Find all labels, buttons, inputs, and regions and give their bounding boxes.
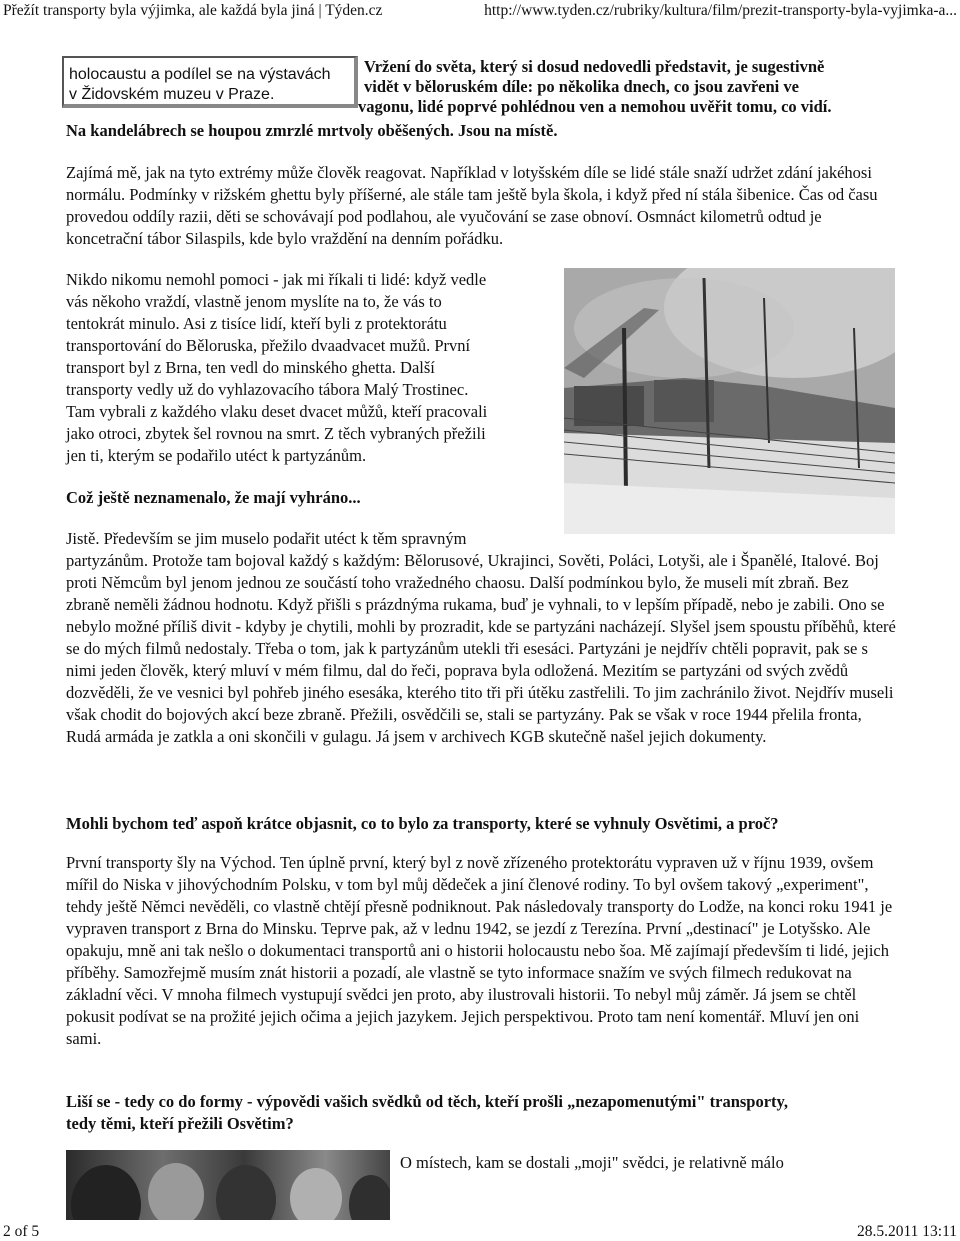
camp-photo <box>564 268 895 534</box>
paragraph-2-line: jako otroci, zbytek šel rovnou na smrt. Z těch vybraných přežili <box>66 424 486 443</box>
paragraph-1: Zajímá mě, jak na tyto extrémy může člověk reagovat. Například v lotyšském díle se lidé stále snaží udržet zdání jakéhosi normálu. Podmínky v rižském ghettu byly příšerné, ale stále tam ještě byla škola, i když před ní stála šibenice. Čas od času provedou oddíly razii, děti se schovávají pod podlahou, ale vyučování se zase obnoví. Osmnáct kilometrů odtud je koncetrační tábor Silaspils, kde bylo vraždění na denním pořádku. <box>66 163 878 248</box>
witness-photo <box>66 1150 390 1220</box>
page-url-header[interactable]: http://www.tyden.cz/rubriky/kultura/film/prezit-transporty-byla-vyjimka-a... <box>484 2 957 19</box>
paragraph-5-start: O místech, kam se dostali „moji" svědci, je relativně málo <box>400 1153 784 1172</box>
paragraph-4: První transporty šly na Východ. Ten úplně první, který byl z nově zřízeného protektorátu vypraven už v říjnu 1939, ovšem mířil do Niska v jihovýchodním Polsku, v tom byl můj dědeček a jiní členové rodiny. To byl ovšem takový „experiment", tehdy ještě Němci nevěděli, co vlastně chtějí přesně podniknout. Pak následovaly transporty do Lodže, na konci roku 1941 je vypraven transport z Brna do Minsku. Teprve pak, až v lednu 1942, se jezdí z Terezína. První „destinací" je Lotyšsko. Ale opakuju, mně ani tak nešlo o dokumentaci transportů ani o historii holocaustu nebo šoa. Mě zajímají především ti lidé, jejich příběhy. Samozřejmě musím znát historii a pozadí, ale vlastně se tyto informace snažím ve svých filmech redukovat na základní věci. V mnoha filmech vystupují svědci jen proto, aby ilustrovali historii. To nebyl můj záměr. Já jsem se chtěl pokusit podívat se na prožité jejich očima a jejich jazykem. Jejich perspektivou. Proto tam není komentář. Mluví jen oni sami. <box>66 853 893 1048</box>
question-2: Mohli bychom teď aspoň krátce objasnit, co to bylo za transporty, které se vyhnuly Osvětimi, a proč? <box>66 814 779 833</box>
question-3-line-1: Liší se - tedy co do formy - výpovědi vašich svědků od těch, kteří prošli „nezapomenutými" transporty, <box>66 1092 789 1111</box>
paragraph-2-line: transport byl z Brna, ten vedl do minského ghetta. Další <box>66 358 435 377</box>
pull-quote-line-2: vidět v běloruském díle: po několika dnech, co jsou zavřeni ve <box>364 77 799 96</box>
caption-line-2: v Židovském muzeu v Praze. <box>69 86 275 103</box>
paragraph-2-line: Tam vybrali z každého vlaku deset dvacet můžů, kteří pracovali <box>66 402 488 421</box>
page-title-header: Přežít transporty byla výjimka, ale každá byla jiná | Týden.cz <box>3 2 383 19</box>
paragraph-2-line: transporty vedly už do vyhlazovacího tábora Malý Trostinec. <box>66 380 469 399</box>
paragraph-3: partyzánům. Protože tam bojoval každý s každým: Bělorusové, Ukrajinci, Sověti, Poláci, Lotyši, ale i Španělé, Italové. Boj proti Němcům byl jenom jednou ze součástí toho vražedného chaosu. Další podmínkou bylo, že museli mít zbraň. Bez zbraně neměli žádnou hodnotu. Když přišli s prázdnýma rukama, buď je vyhnali, to v lepším případě, nebo je zabili. Ono se nebylo možné příliš divit - kdyby je chytili, mohli by prozradit, kde se partyzáni nacházejí. Slyšel jsem spoustu příběhů, které se do mých filmů nedostaly. Třeba o tom, jak k partyzánům utekli tři esesáci. Partyzáni je nejdřív chtěli popravit, pak se s nimi jeden člověk, který mluví v mém filmu, dal do řeči, poprava byla odložená. Mezitím se partyzáni od svých zvědů dozvěděli, že ve vesnici byl pohřeb jiného esesáka, kterého tito tři při útěku zastřelili. To jim zachránilo život. Nejdřív museli však chodit do bojových akcí beze zbraně. Přežili, osvědčili se, stali se partyzány. Pak se však v roce 1944 přelila fronta, Rudá armáda je zatkla a oni skončili v gulagu. Já jsem v archivech KGB skutečně našel jejich dokumenty. <box>66 551 896 746</box>
print-datetime: 28.5.2011 13:11 <box>856 1223 957 1240</box>
paragraph-2-line: tentokrát minulo. Asi z tisíce lidí, kteří byli z protektorátu <box>66 314 447 333</box>
paragraph-2-line: vás někoho vraždí, vlastně jenom myslíte na to, že vás to <box>66 292 442 311</box>
pull-quote-line-3: vagonu, lidé poprvé pohlédnou ven a nemohou uvěřit tomu, co vidí. <box>358 97 832 116</box>
paragraph-2-line: Nikdo nikomu nemohl pomoci - jak mi říkali ti lidé: když vedle <box>66 270 487 289</box>
photo-caption-box <box>62 56 358 108</box>
caption-line-1: holocaustu a podílel se na výstavách <box>69 66 331 83</box>
paragraph-2 <box>66 269 556 467</box>
paragraph-2-line: transportování do Běloruska, přežilo dvaadvacet mužů. První <box>66 336 471 355</box>
page-number: 2 of 5 <box>3 1223 40 1240</box>
paragraph-3-first-line: Jistě. Především se jim muselo podařit utéct k těm spravným <box>66 529 467 548</box>
question-3-line-2: tedy těmi, kteří přežili Osvětim? <box>66 1114 294 1133</box>
pull-quote-line-1: Vržení do světa, který si dosud nedovedli představit, je sugestivně <box>364 57 825 76</box>
question-1: Což ještě neznamenalo, že mají vyhráno... <box>66 488 361 507</box>
pull-quote <box>358 57 898 117</box>
paragraph-2-line: jen ti, kterým se podařilo utéct k partyzánům. <box>66 446 367 465</box>
pull-quote-line-4: Na kandelábrech se houpou zmrzlé mrtvoly oběšených. Jsou na místě. <box>66 121 558 140</box>
